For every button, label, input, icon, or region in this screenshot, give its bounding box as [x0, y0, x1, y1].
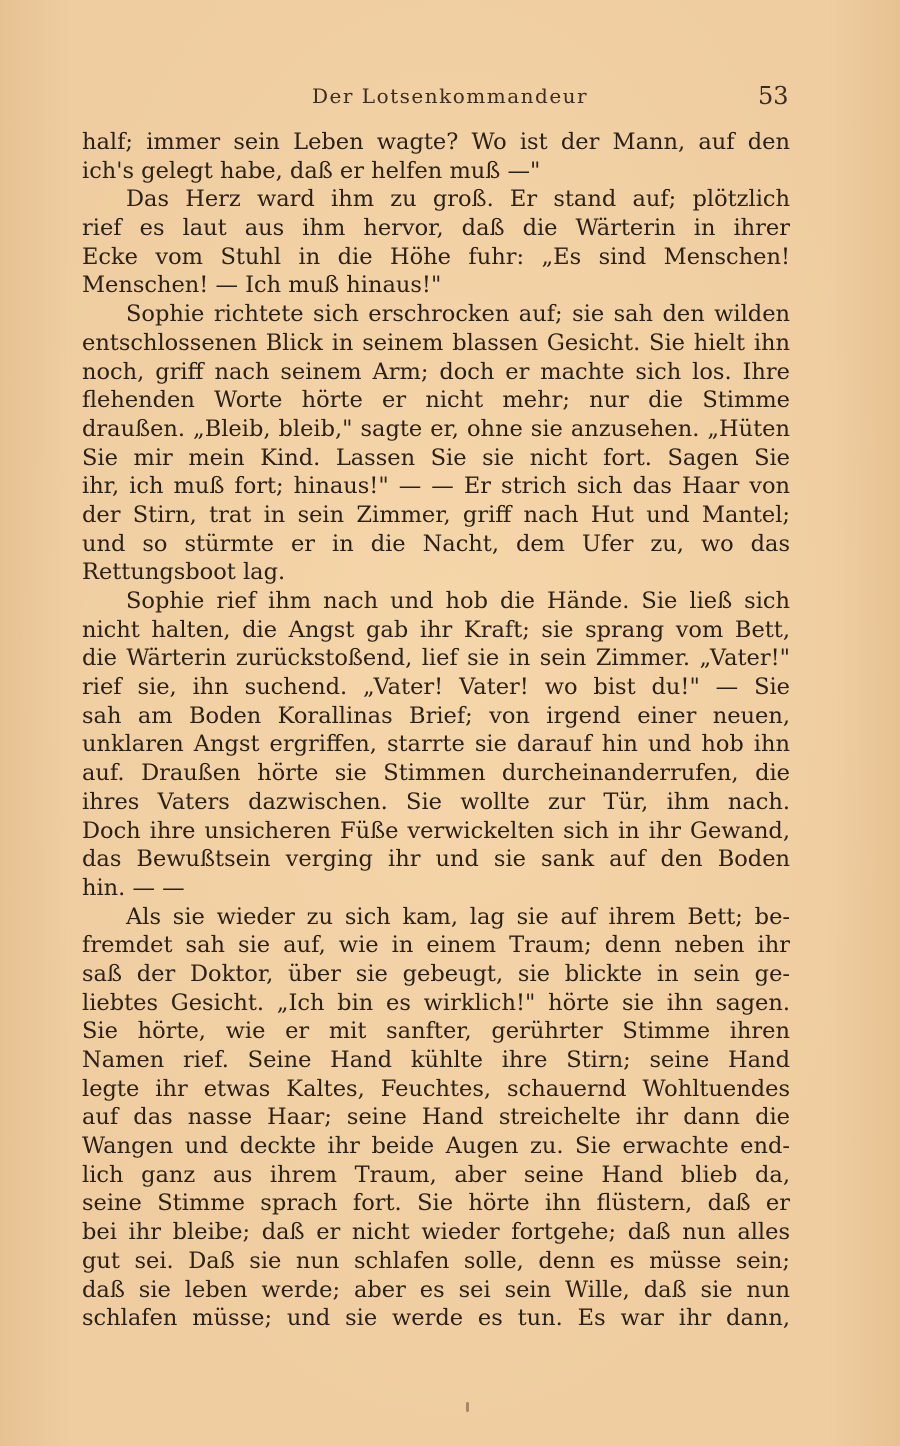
text-line: unklaren Angst ergriffen, starrte sie darauf hin und hob ihn: [82, 731, 790, 758]
text-line: ich's gelegt habe, daß er helfen muß —": [82, 157, 541, 184]
text-line: die Wärterin zurückstoßend, lief sie in sein Zimmer. „Vater!": [82, 645, 790, 672]
text-line: Das Herz ward ihm zu groß. Er stand auf; plötzlich: [126, 186, 790, 213]
text-line: schlafen müsse; und sie werde es tun. Es war ihr dann,: [82, 1305, 790, 1332]
text-line: Menschen! — Ich muß hinaus!": [82, 272, 442, 299]
text-line: Rettungsboot lag.: [82, 559, 286, 586]
text-line: der Stirn, trat in sein Zimmer, griff nach Hut und Mantel;: [82, 501, 790, 528]
text-line: sah am Boden Korallinas Brief; von irgend einer neuen,: [82, 702, 790, 729]
text-line: seine Stimme sprach fort. Sie hörte ihn flüstern, daß er: [82, 1190, 790, 1217]
text-line: noch, griff nach seinem Arm; doch er machte sich los. Ihre: [82, 358, 790, 385]
text-line: Ecke vom Stuhl in die Höhe fuhr: „Es sind Menschen!: [82, 243, 790, 270]
text-line: bei ihr bleibe; daß er nicht wieder fortgehe; daß nun alles: [82, 1219, 790, 1246]
text-line: ihr, ich muß fort; hinaus!" — — Er strich sich das Haar von: [82, 473, 790, 500]
text-line: auf. Draußen hörte sie Stimmen durcheinanderrufen, die: [82, 760, 790, 787]
text-line: und so stürmte er in die Nacht, dem Ufer zu, wo das: [82, 530, 790, 557]
text-line: Doch ihre unsicheren Füße verwickelten sich in ihr Gewand,: [82, 817, 790, 844]
text-line: saß der Doktor, über sie gebeugt, sie blickte in sein ge-: [82, 960, 790, 987]
text-line: ihres Vaters dazwischen. Sie wollte zur Tür, ihm nach.: [82, 788, 790, 815]
text-line: gut sei. Daß sie nun schlafen solle, denn es müsse sein;: [82, 1247, 790, 1274]
text-line: das Bewußtsein verging ihr und sie sank auf den Boden: [82, 846, 790, 873]
running-head: [0, 84, 900, 114]
text-line: hin. — —: [82, 874, 185, 901]
text-line: Als sie wieder zu sich kam, lag sie auf ihrem Bett; be-: [126, 903, 790, 930]
text-line: rief sie, ihn suchend. „Vater! Vater! wo bist du!" — Sie: [82, 674, 790, 701]
text-line: lich ganz aus ihrem Traum, aber seine Hand blieb da,: [82, 1161, 790, 1188]
text-line: rief es laut aus ihm hervor, daß die Wärterin in ihrer: [82, 215, 790, 242]
text-line: Sophie richtete sich erschrocken auf; sie sah den wilden: [126, 301, 790, 328]
text-line: legte ihr etwas Kaltes, Feuchtes, schauernd Wohltuendes: [82, 1075, 790, 1102]
text-line: draußen. „Bleib, bleib," sagte er, ohne sie anzusehen. „Hüten: [82, 415, 790, 442]
text-line: fremdet sah sie auf, wie in einem Traum; denn neben ihr: [82, 932, 790, 959]
text-line: Sie mir mein Kind. Lassen Sie sie nicht fort. Sagen Sie: [82, 444, 790, 471]
text-line: Wangen und deckte ihr beide Augen zu. Sie erwachte end-: [82, 1133, 790, 1160]
text-line: flehenden Worte hörte er nicht mehr; nur die Stimme: [82, 387, 790, 414]
text-line: Sie hörte, wie er mit sanfter, gerührter Stimme ihren: [82, 1018, 790, 1045]
text-line: half; immer sein Leben wagte? Wo ist der Mann, auf den: [82, 129, 790, 155]
text-line: daß sie leben werde; aber es sei sein Wille, daß sie nun: [82, 1276, 790, 1303]
body-text: [82, 128, 790, 1333]
text-line: nicht halten, die Angst gab ihr Kraft; sie sprang vom Bett,: [82, 616, 790, 643]
text-line: Sophie rief ihm nach und hob die Hände. Sie ließ sich: [126, 588, 790, 614]
page-number: 53: [758, 82, 789, 110]
text-line: auf das nasse Haar; seine Hand streichelte ihr dann die: [82, 1104, 790, 1131]
running-title: Der Lotsenkommandeur: [312, 84, 589, 108]
paper-speck: [466, 1402, 469, 1412]
text-line: entschlossenen Blick in seinem blassen Gesicht. Sie hielt ihn: [82, 329, 790, 356]
text-line: liebtes Gesicht. „Ich bin es wirklich!" hörte sie ihn sagen.: [82, 989, 790, 1016]
text-line: Namen rief. Seine Hand kühlte ihre Stirn; seine Hand: [82, 1047, 790, 1073]
